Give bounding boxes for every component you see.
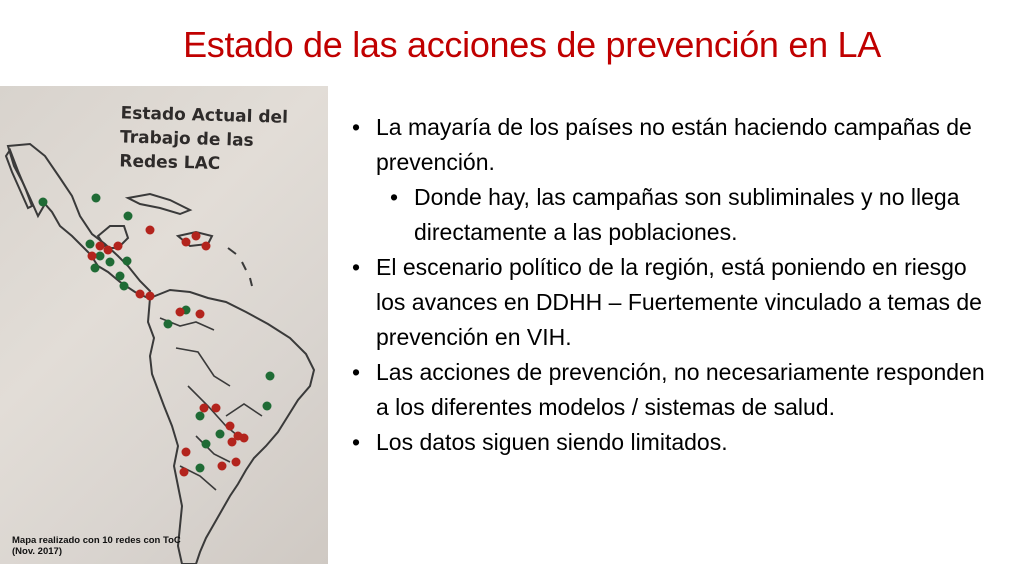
bullet-item: • El escenario político de la región, está poniendo en riesgo los avances en DDHH – Fuertemente vinculado a temas de prevención en VIH. xyxy=(352,250,1002,355)
map-caption: Mapa realizado con 10 redes con ToC (Nov. 2017) xyxy=(12,535,181,557)
map-dots-green xyxy=(39,194,275,473)
map-heading: Estado Actual del Trabajo de las Redes LAC xyxy=(119,103,289,175)
bullet-item: • Los datos siguen siendo limitados. xyxy=(352,425,1002,460)
slide-title: Estado de las acciones de prevención en LA xyxy=(183,24,881,65)
bullet-item: • Las acciones de prevención, no necesariamente responden a los diferentes modelos / sistemas de salud. xyxy=(352,355,1002,425)
sub-bullet-item: • Donde hay, las campañas son subliminales y no llega directamente a las poblaciones. xyxy=(390,180,1002,250)
map-outline-cuba xyxy=(128,194,190,214)
bullet-list xyxy=(352,110,1002,460)
map-outline-antilles xyxy=(228,248,252,286)
bullet-item: • La mayaría de los países no están haciendo campañas de prevención. xyxy=(352,110,1002,180)
map-photo xyxy=(0,86,328,564)
map-outline-baja xyxy=(6,150,32,208)
